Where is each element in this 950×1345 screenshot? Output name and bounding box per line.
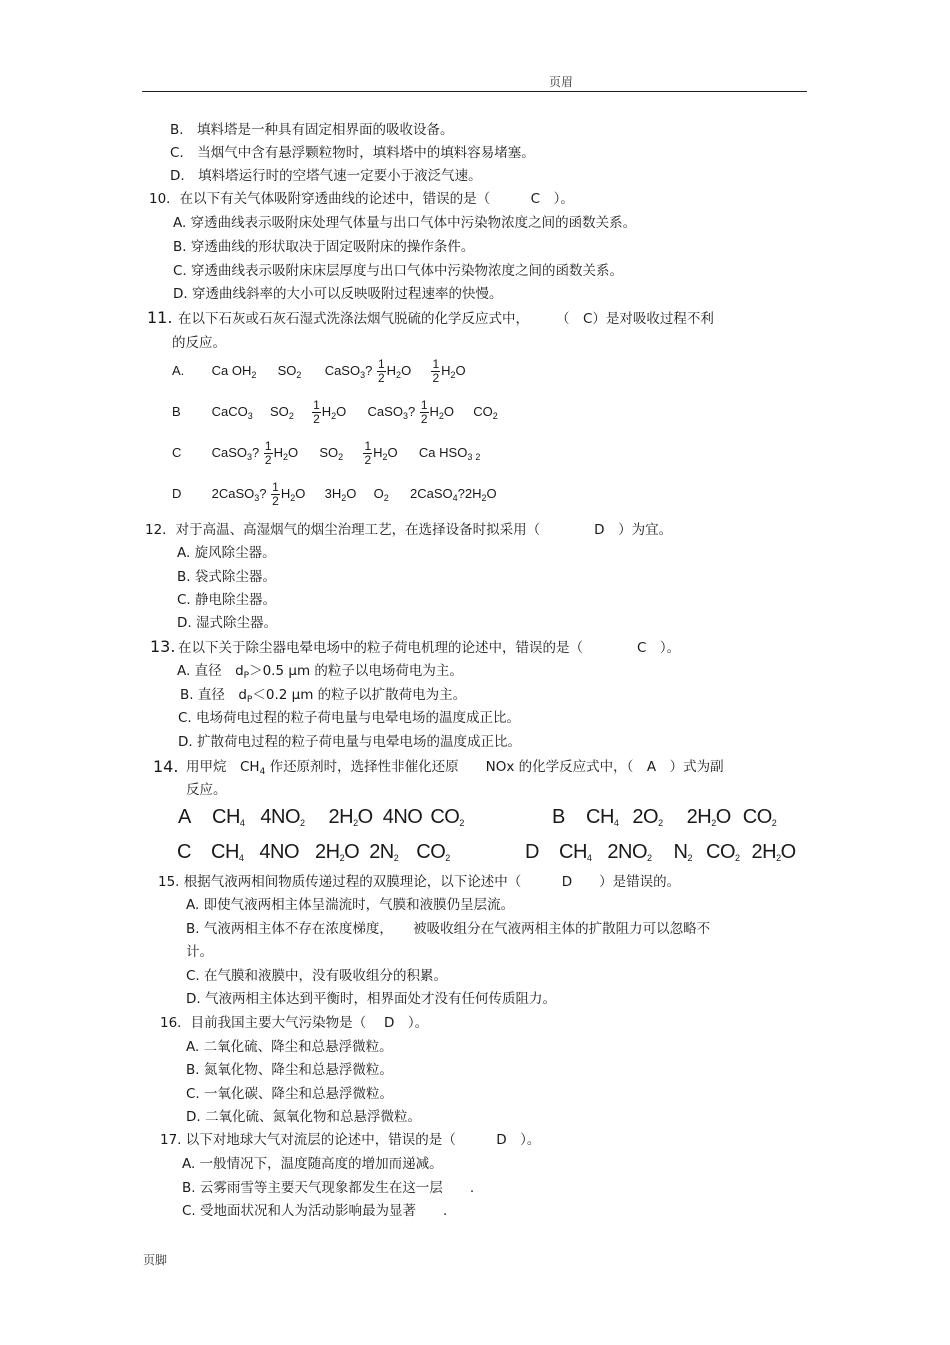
q17-option-a: A. 一般情况下，温度随高度的增加而递减。: [182, 1156, 443, 1172]
q15-option-c: C. 在气膜和液膜中，没有吸收组分的积累。: [186, 968, 448, 984]
eq-term: O: [373, 485, 384, 501]
option-text: ＞0.5 μm 的粒子以电场荷电为主。: [249, 663, 463, 679]
eq-term: CH: [559, 841, 587, 863]
q11-equation-b: [172, 399, 498, 426]
eq-term: CH: [211, 841, 239, 863]
eq-term: CO: [430, 806, 460, 828]
eq-term: H: [280, 485, 291, 501]
q12-stem: 12．对于高温、高湿烟气的烟尘治理工艺，在选择设备时拟采用（ D ）为宜。: [145, 522, 673, 538]
q9-option-d: D. 填料塔运行时的空塔气速一定要小于液泛气速。: [170, 168, 482, 184]
eq-term: ?2H: [457, 485, 482, 501]
eq-term: 3H: [324, 485, 342, 501]
eq-term: CO: [742, 806, 772, 828]
eq-term: 2CaSO: [410, 485, 453, 501]
q17-option-b: B. 云雾雨雪等主要天气现象都发生在这一层 .: [182, 1180, 475, 1196]
eq-term: H: [386, 362, 397, 378]
eq-sub: 2: [647, 853, 652, 863]
eq-term: 2H: [751, 841, 777, 863]
eq-sub: 2: [296, 369, 302, 380]
eq-term: 4NO: [260, 806, 301, 828]
eq-term: O: [401, 362, 412, 378]
eq-sub: 2: [492, 410, 498, 421]
eq-sub: 2: [475, 451, 481, 462]
q13-option-b: [180, 686, 466, 709]
option-text: ＜0.2 μm 的粒子以扩散荷电为主。: [252, 687, 467, 703]
q10-stem: 10．在以下有关气体吸附穿透曲线的论述中，错误的是（ C ）。: [149, 191, 574, 207]
eq-term: ?: [259, 485, 267, 501]
q14-number: 14.: [153, 757, 179, 776]
eq-sub: 2: [438, 410, 444, 421]
eq-sub: 4: [259, 767, 266, 777]
page-footer: 页脚: [143, 1253, 168, 1267]
eq-label: C: [177, 841, 191, 863]
eq-sub: 2: [290, 492, 296, 503]
eq-term: SO: [319, 444, 339, 460]
header-rule: [142, 91, 807, 92]
eq-term: H: [273, 444, 283, 460]
eq-term: O: [344, 841, 360, 863]
eq-term: H: [321, 403, 332, 419]
q15-stem: 15. 根据气液两相间物质传递过程的双膜理论，以下论述中（ D ）是错误的。: [158, 874, 681, 890]
eq-sub: 2: [288, 410, 294, 421]
eq-term: O: [288, 444, 299, 460]
eq-sub: 2: [353, 818, 358, 828]
q10-option-a: A. 穿透曲线表示吸附床处理气体量与出口气体中污染物浓度之间的函数关系。: [173, 215, 637, 231]
q11-equation-a: [172, 358, 466, 385]
fraction: $\frac{1}{2}$: [377, 357, 385, 385]
eq-term: CO: [706, 841, 736, 863]
eq-sub: 2: [251, 369, 257, 380]
eq-term: CaSO: [211, 444, 248, 460]
q16-option-a: A. 二氧化硫、降尘和总悬浮微粒。: [186, 1039, 393, 1055]
eq-term: 2N: [369, 841, 394, 863]
eq-term: H: [373, 444, 383, 460]
eq-sub: 2: [658, 818, 663, 828]
eq-term: O: [443, 403, 455, 419]
stem-text: 用甲烷 CH: [186, 759, 260, 775]
eq-term: H: [429, 403, 439, 419]
eq-sub: 2: [382, 451, 388, 462]
eq-term: ?: [252, 444, 260, 460]
q13-option-a: [177, 662, 463, 685]
eq-sub: 3: [247, 410, 253, 421]
eq-sub: 3: [360, 369, 366, 380]
eq-sub: 2: [445, 853, 450, 863]
eq-sub: 2: [396, 369, 402, 380]
q15-option-b: B. 气液两相主体不存在浓度梯度， 被吸收组分在气液两相主体的扩散阻力可以忽略不: [186, 921, 711, 937]
eq-term: O: [346, 485, 357, 501]
eq-sub: 2: [711, 818, 716, 828]
q14-equation-c: [177, 841, 450, 864]
eq-sub: P: [243, 671, 250, 681]
fraction: $\frac{1}{2}$: [432, 357, 440, 385]
eq-sub: 3: [467, 451, 473, 462]
q14-equation-a: [178, 806, 464, 829]
eq-term: SO: [277, 362, 297, 378]
q12-option-c: C. 静电除尘器。: [177, 592, 277, 608]
q9-option-b: B. 填料塔是一种具有固定相界面的吸收设备。: [170, 122, 454, 138]
eq-sub: 2: [687, 853, 693, 863]
eq-sub: 2: [338, 451, 344, 462]
eq-term: 2O: [632, 806, 659, 828]
q13-stem: 在以下关于除尘器电晕电场中的粒子荷电机理的论述中，错误的是（ C ）。: [178, 640, 681, 656]
eq-label: A: [178, 806, 191, 828]
option-text: A. 直径 d: [177, 663, 244, 679]
q10-option-c: C. 穿透曲线表示吸附床床层厚度与出口气体中污染物浓度之间的函数关系。: [173, 263, 624, 279]
eq-term: O: [486, 485, 497, 501]
q16-stem: 16．目前我国主要大气污染物是（ D ）。: [160, 1015, 429, 1031]
q12-option-a: A. 旋风除尘器。: [177, 545, 276, 561]
eq-term: CaSO: [367, 403, 403, 419]
eq-term: CO: [473, 403, 493, 419]
eq-label: A.: [172, 362, 185, 378]
eq-term: CO: [416, 841, 446, 863]
eq-term: 2H: [315, 841, 340, 863]
q14-stem: [186, 758, 724, 781]
eq-sub: 2: [339, 853, 345, 863]
eq-sub: 2: [481, 492, 487, 503]
q11-stem: 在以下石灰或石灰石湿式洗涤法烟气脱硫的化学反应式中， （ C）是对吸收过程不利: [178, 311, 714, 327]
eq-sub: 4: [452, 492, 458, 503]
eq-label: D: [525, 841, 539, 863]
q10-option-d: D. 穿透曲线斜率的大小可以反映吸附过程速率的快慢。: [173, 286, 503, 302]
eq-sub: 2: [776, 853, 781, 863]
eq-term: O: [357, 806, 373, 828]
eq-sub: 2: [771, 818, 777, 828]
eq-term: 2H: [328, 806, 354, 828]
eq-term: H: [441, 362, 451, 378]
eq-sub: 2: [341, 492, 347, 503]
eq-sub: 2: [331, 410, 337, 421]
eq-term: 4NO: [382, 806, 423, 828]
eq-sub: 2: [282, 451, 288, 462]
fraction: $\frac{1}{2}$: [364, 439, 372, 467]
eq-term: ?: [407, 403, 416, 419]
q10-option-b: B. 穿透曲线的形状取决于固定吸附床的操作条件。: [173, 239, 475, 255]
eq-term: CaSO: [324, 362, 361, 378]
q15-option-b-cont: 计。: [186, 944, 213, 960]
eq-term: 2CaSO: [211, 485, 255, 501]
q9-option-c: C. 当烟气中含有悬浮颗粒物时，填料塔中的填料容易堵塞。: [170, 145, 535, 161]
eq-label: B: [552, 806, 565, 828]
q14-stem-cont: 反应。: [186, 782, 227, 798]
eq-sub: 4: [613, 818, 619, 828]
eq-term: O: [455, 362, 466, 378]
q13-option-d: D. 扩散荷电过程的粒子荷电量与电晕电场的温度成正比。: [178, 734, 521, 750]
eq-term: O: [715, 806, 731, 828]
eq-sub: 2: [393, 853, 399, 863]
q12-option-b: B. 袋式除尘器。: [177, 569, 276, 585]
eq-term: 2H: [686, 806, 712, 828]
fraction: $\frac{1}{2}$: [264, 439, 272, 467]
eq-sub: 2: [735, 853, 740, 863]
q14-equation-b: [552, 806, 776, 829]
eq-label: D: [172, 485, 182, 501]
eq-term: N: [673, 841, 688, 863]
eq-sub: 3: [254, 492, 260, 503]
eq-term: CH: [586, 806, 614, 828]
eq-sub: P: [246, 695, 253, 705]
eq-term: O: [295, 485, 306, 501]
q11-number: 11.: [147, 308, 173, 327]
eq-label: B: [172, 403, 181, 419]
eq-sub: 2: [383, 492, 389, 503]
q16-option-c: C. 一氧化碳、降尘和总悬浮微粒。: [186, 1086, 394, 1102]
option-text: B. 直径 d: [180, 687, 247, 703]
q16-option-b: B. 氮氧化物、降尘和总悬浮微粒。: [186, 1062, 393, 1078]
eq-term: Ca HSO: [418, 444, 468, 460]
eq-term: 2NO: [607, 841, 648, 863]
q14-equation-d: [525, 841, 796, 864]
q17-stem: 17. 以下对地球大气对流层的论述中，错误的是（ D ）。: [160, 1132, 541, 1148]
eq-term: CaCO: [211, 403, 248, 419]
eq-label: C: [172, 444, 182, 460]
eq-term: O: [387, 444, 398, 460]
q17-option-c: C. 受地面状况和人为活动影响最为显著 .: [182, 1203, 448, 1219]
fraction: $\frac{1}{2}$: [313, 398, 320, 426]
eq-term: 4NO: [259, 841, 300, 863]
fraction: $\frac{1}{2}$: [272, 480, 279, 508]
eq-term: O: [780, 841, 796, 863]
q15-option-a: A. 即使气液两相主体呈湍流时，气膜和液膜仍呈层流。: [186, 897, 515, 913]
fraction: $\frac{1}{2}$: [420, 398, 428, 426]
q15-option-d: D. 气液两相主体达到平衡时，相界面处才没有任何传质阻力。: [186, 991, 556, 1007]
eq-sub: 2: [300, 818, 305, 828]
page-header: 页眉: [549, 75, 574, 89]
q16-option-d: D. 二氧化硫、氮氧化物和总悬浮微粒。: [186, 1109, 421, 1125]
eq-sub: 3: [247, 451, 253, 462]
eq-term: O: [336, 403, 347, 419]
eq-sub: 3: [402, 410, 408, 421]
q13-number: 13.: [150, 637, 176, 656]
stem-text: 作还原剂时，选择性非催化还原 NOx 的化学反应式中，（ A ）式为副: [265, 759, 724, 775]
q12-option-d: D. 湿式除尘器。: [177, 615, 277, 631]
eq-term: CH: [212, 806, 240, 828]
eq-sub: 4: [239, 818, 245, 828]
eq-sub: 4: [238, 853, 244, 863]
eq-term: ?: [365, 362, 373, 378]
q11-equation-c: [172, 440, 480, 467]
eq-sub: 2: [450, 369, 456, 380]
q11-stem-cont: 的反应。: [172, 335, 226, 351]
eq-sub: 2: [459, 818, 464, 828]
eq-term: Ca OH: [211, 362, 252, 378]
q11-equation-d: [172, 481, 497, 508]
q13-option-c: C. 电场荷电过程的粒子荷电量与电晕电场的温度成正比。: [178, 710, 521, 726]
eq-term: SO: [270, 403, 289, 419]
eq-sub: 4: [586, 853, 592, 863]
